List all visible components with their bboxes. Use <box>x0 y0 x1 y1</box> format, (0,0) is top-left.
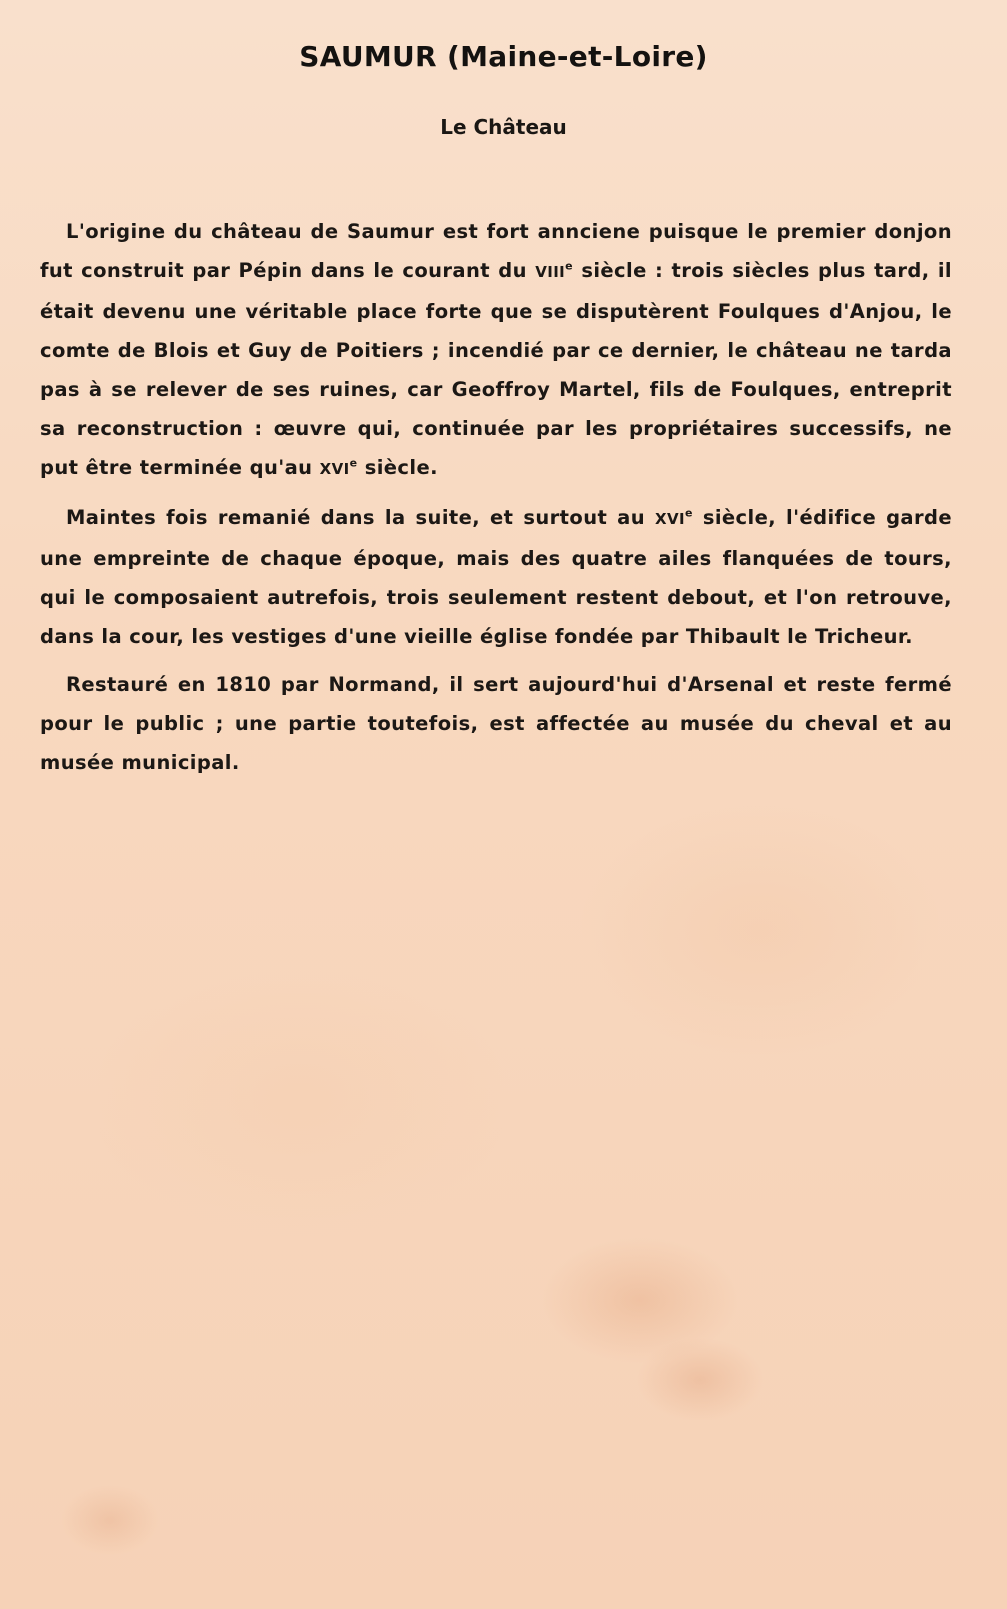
paragraph-1: L'origine du château de Saumur est fort annciene puisque le premier donjon fut construit par Pépin dans le courant du VIIIe siècle : trois siècles plus tard, il était devenu une véritable place forte que se disputèrent Foulques d'Anjou, le comte de Blois et Guy de Poitiers ; incendié par ce dernier, le château ne tarda pas à se relever de ses ruines, car Geoffroy Martel, fils de Foulques, entreprit sa reconstruction : œuvre qui, continuée par les propriétaires successifs, ne put être terminée qu'au XVIe siècle. <box>40 220 952 479</box>
page-title <box>0 40 1007 73</box>
page-subtitle: Le Château <box>440 115 567 139</box>
title-city: SAUMUR <box>299 40 437 73</box>
paragraph-2: Maintes fois remanié dans la suite, et surtout au XVIe siècle, l'édifice garde une empreinte de chaque époque, mais des quatre ailes flanquées de tours, qui le composaient autrefois, trois seulement restent debout, et l'on retrouve, dans la cour, les vestiges d'une vieille église fondée par Thibault le Tricheur. <box>40 506 952 648</box>
description-text <box>40 212 952 791</box>
paragraph-3: Restauré en 1810 par Normand, il sert aujourd'hui d'Arsenal et reste fermé pour le public ; une partie toutefois, est affectée au musée du cheval et au musée municipal. <box>40 673 952 774</box>
title-region: (Maine-et-Loire) <box>446 40 708 73</box>
